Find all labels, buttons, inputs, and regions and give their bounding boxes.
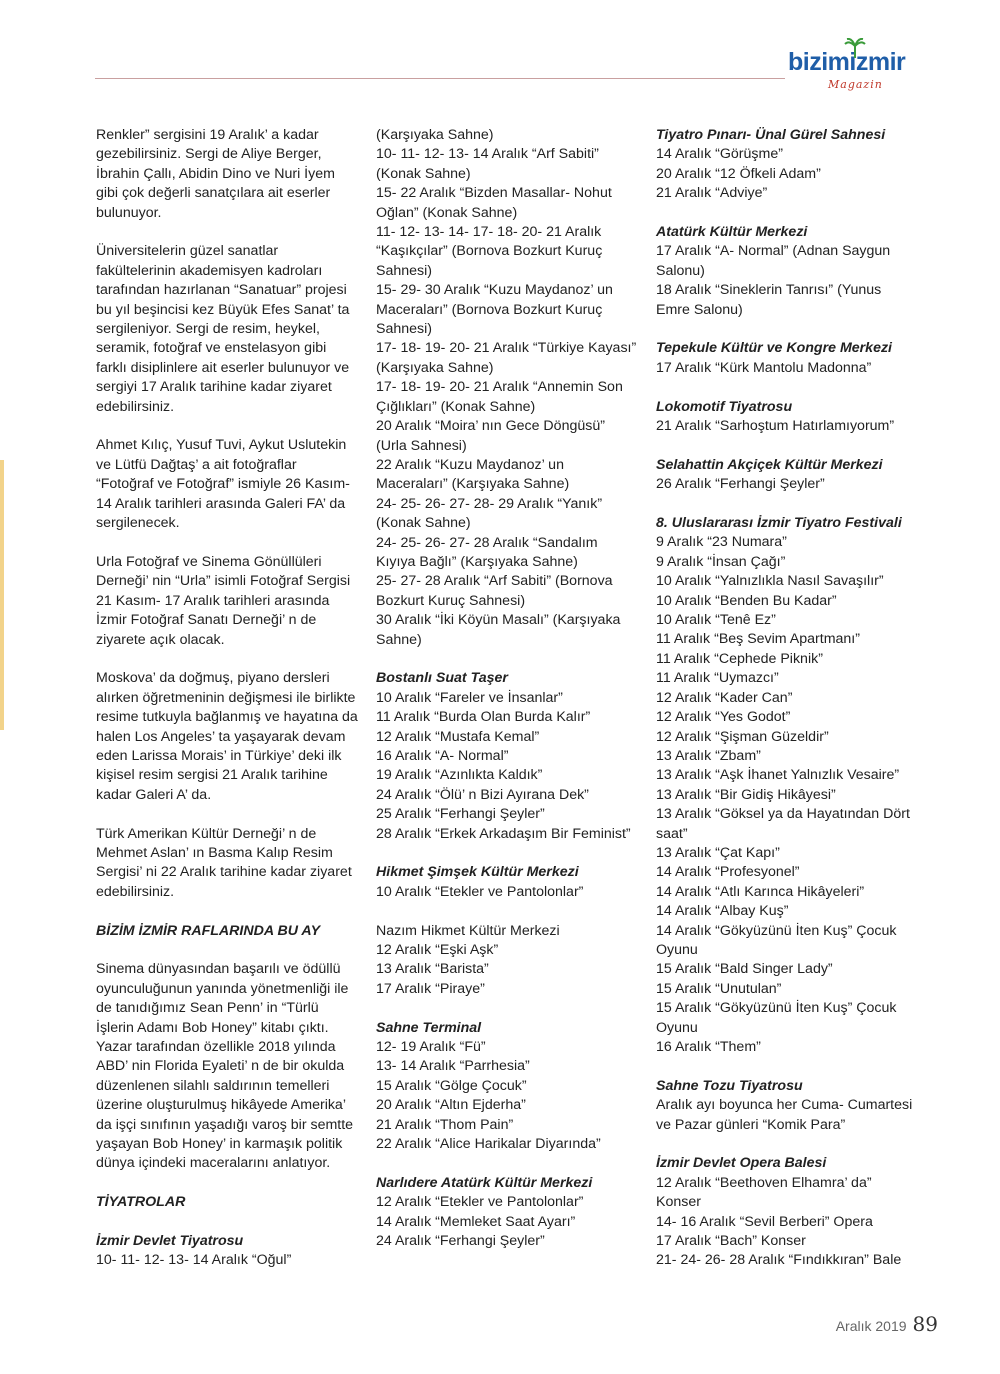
text-line: 12 Aralık “Beethoven Elhamra’ da” Konser [656,1174,872,1211]
brand-logo [788,40,928,96]
text-line: Renkler” sergisini 19 Aralık’ a kadar gezebilirsiniz. Sergi de Aliye Berger, İbrahin Çallı, Abidin Dino ve Nuri İyem gibi çok değerli sanatçılara ait eserler bulunuyor. [96,127,335,221]
paragraph-gap [376,902,638,921]
brand-name-part1: bizim [788,48,850,76]
paragraph-gap [656,495,918,514]
section-heading: Selahattin Akçiçek Kültür Merkezi [656,456,883,473]
text-line: 13 Aralık “Bir Gidiş Hikâyesi” [656,786,836,803]
paragraph-gap [376,999,638,1018]
header-rule [95,78,785,79]
text-line: 11- 12- 13- 14- 17- 18- 20- 21 Aralık “Kaşıkçılar” (Bornova Bozkurt Kuruç Sahnesi) [376,224,603,279]
text-line: 14 Aralık “Albay Kuş” [656,903,789,920]
page-number: 89 [912,1312,938,1336]
text-line: 15 Aralık “Unutulan” [656,980,782,997]
paragraph-gap [376,650,638,669]
text-line: 12 Aralık “Şişman Güzeldir” [656,728,829,745]
text-line: 15- 22 Aralık “Bizden Masallar- Nohut Oğlan” (Konak Sahne) [376,185,612,221]
text-line: 14- 16 Aralık “Sevil Berberi” Opera [656,1213,873,1230]
text-line: 16 Aralık “Them” [656,1039,761,1056]
paragraph-gap [96,1174,358,1193]
text-line: 10 Aralık “Etekler ve Pantolonlar” [376,883,584,900]
column-3 [656,126,918,1271]
text-line: 13 Aralık “Aşk İhanet Yalnızlık Vesaire” [656,767,900,784]
text-line: 25- 27- 28 Aralık “Arf Sabiti” (Bornova Bozkurt Kuruç Sahnesi) [376,573,613,609]
text-line: 10 Aralık “Benden Bu Kadar” [656,592,837,609]
text-line: 14 Aralık “Atlı Karınca Hikâyeleri” [656,883,865,900]
paragraph-gap [656,320,918,339]
column-2 [376,126,638,1251]
issue-label: Aralık 2019 [835,1318,907,1334]
section-heading: Tiyatro Pınarı- Ünal Gürel Sahnesi [656,127,886,143]
text-line: Ahmet Kılıç, Yusuf Tuvi, Aykut Uslutekin ve Lütfü Dağtaş’ a ait fotoğraflar “Fotoğraf ve Fotoğraf” ismiyle 26 Kasım- 14 Aralık tarihleri arasında Galeri FA’ da sergilenecek. [96,437,350,532]
text-line: 12- 19 Aralık “Fü” [376,1039,486,1056]
text-line: 18 Aralık “Sineklerin Tanrısı” (Yunus Emre Salonu) [656,282,882,318]
section-heading: TİYATROLAR [96,1194,186,1211]
text-line: 12 Aralık “Yes Godot” [656,709,791,726]
text-line: 22 Aralık “Kuzu Maydanoz’ un Maceraları” (Karşıyaka Sahne) [376,456,570,493]
text-line: 9 Aralık “23 Numara” [656,534,787,551]
text-line: 22 Aralık “Alice Harikalar Diyarında” [376,1136,601,1153]
text-line: 17 Aralık “Piraye” [376,980,485,997]
text-line: 19 Aralık “Azınlıkta Kaldık” [376,767,543,784]
text-line: 14 Aralık “Memleket Saat Ayarı” [376,1213,576,1230]
text-line: 13- 14 Aralık “Parrhesia” [376,1058,530,1075]
text-line: 21 Aralık “Sarhoştum Hatırlamıyorum” [656,418,895,435]
text-line: 21 Aralık “Adviye” [656,185,768,202]
text-line: 12 Aralık “Mustafa Kemal” [376,728,540,745]
text-line: 12 Aralık “Kader Can” [656,689,793,706]
text-line: 10 Aralık “Yalnızlıkla Nasıl Savaşılır” [656,573,884,590]
text-line: 17- 18- 19- 20- 21 Aralık “Türkiye Kayası” (Karşıyaka Sahne) [376,340,637,376]
text-line: 13 Aralık “Zbam” [656,747,761,764]
paragraph-gap [96,417,358,436]
paragraph-gap [96,223,358,242]
text-line: 21- 24- 26- 28 Aralık “Fındıkkıran” Bale [656,1252,902,1269]
paragraph-gap [656,436,918,455]
text-line: 15 Aralık “Gölge Çocuk” [376,1077,527,1094]
section-heading: Lokomotif Tiyatrosu [656,398,793,415]
text-line: Urla Fotoğraf ve Sinema Gönüllüleri Derneği’ nin “Urla” isimli Fotoğraf Sergisi 21 Kasım- 17 Aralık tarihleri arasında İzmir Fotoğraf Sanatı Derneği’ n de ziyarete açık olacak. [96,553,351,648]
paragraph-gap [96,650,358,669]
text-line: Türk Amerikan Kültür Derneği’ n de Mehmet Aslan’ ın Basma Kalıp Resim Sergisi’ ni 22 Aralık tarihine kadar ziyaret edebilirsiniz. [96,825,352,900]
section-heading: BİZİM İZMİR RAFLARINDA BU AY [96,922,321,939]
text-line: 12 Aralık “Etekler ve Pantolonlar” [376,1194,584,1211]
paragraph-gap [656,1135,918,1154]
text-line: 21 Aralık “Thom Pain” [376,1116,514,1133]
text-line: 11 Aralık “Beş Sevim Apartmanı” [656,631,860,648]
text-line: 15 Aralık “Bald Singer Lady” [656,961,833,978]
section-heading: Sahne Terminal [376,1019,482,1036]
text-line: 15- 29- 30 Aralık “Kuzu Maydanoz’ un Maceraları” (Bornova Bozkurt Kuruç Sahnesi) [376,282,613,338]
column-1 [96,126,358,1271]
text-line: (Karşıyaka Sahne) [376,127,494,143]
text-line: Moskova’ da doğmuş, piyano dersleri alırken öğretmeninin değişmesi ile birlikte resime tutkuyla bağlanmış ve hayatına da halen Los Angeles’ ta yaşayarak devam eden Larissa Morais’ in Türkiye’ deki ilk kişisel resim sergisi 21 Aralık tarihine kadar Galeri A’ da. [96,670,358,803]
section-heading: 8. Uluslararası İzmir Tiyatro Festivali [656,515,902,532]
paragraph-gap [376,1154,638,1173]
text-line: 28 Aralık “Erkek Arkadaşım Bir Feminist” [376,825,631,842]
text-line: 13 Aralık “Çat Kapı” [656,844,780,861]
text-line: 30 Aralık “İki Köyün Masalı” (Karşıyaka Sahne) [376,612,621,648]
paragraph-gap [656,378,918,397]
text-line: 24- 25- 26- 27- 28- 29 Aralık “Yanık” (Konak Sahne) [376,495,603,532]
text-line: 11 Aralık “Burda Olan Burda Kalır” [376,709,591,726]
section-heading: Sahne Tozu Tiyatrosu [656,1077,803,1094]
text-line: 17 Aralık “A- Normal” (Adnan Saygun Salonu) [656,243,891,279]
section-heading: Hikmet Şimşek Kültür Merkezi [376,864,579,881]
text-line: 20 Aralık “Altın Ejderha” [376,1097,526,1114]
text-line: Aralık ayı boyunca her Cuma- Cumartesi ve Pazar günleri “Komik Para” [656,1097,913,1133]
text-line: 16 Aralık “A- Normal” [376,747,509,764]
text-line: 24- 25- 26- 27- 28 Aralık “Sandalım Kıyıya Bağlı” (Karşıyaka Sahne) [376,534,598,570]
text-line: 17 Aralık “Kürk Mantolu Madonna” [656,359,872,376]
section-heading: Bostanlı Suat Taşer [376,670,508,687]
paragraph-gap [96,534,358,553]
text-line: 14 Aralık “Gökyüzünü İten Kuş” Çocuk Oyunu [656,922,897,958]
text-line: 13 Aralık “Barista” [376,961,489,978]
section-heading: Tepekule Kültür ve Kongre Merkezi [656,340,892,357]
section-heading: İzmir Devlet Opera Balesi [656,1155,827,1172]
text-line: 26 Aralık “Ferhangi Şeyler” [656,476,825,493]
text-line: 17 Aralık “Bach” Konser [656,1233,806,1250]
text-line: 24 Aralık “Ölü’ n Bizi Ayırana Dek” [376,786,589,803]
text-line: 20 Aralık “12 Öfkeli Adam” [656,165,821,182]
text-line: 15 Aralık “Gökyüzünü İten Kuş” Çocuk Oyunu [656,1000,897,1036]
text-line: 9 Aralık “İnsan Çağı” [656,553,786,570]
brand-name-part2: izmir [849,48,906,76]
palm-tree-icon [844,38,866,58]
text-line: 25 Aralık “Ferhangi Şeyler” [376,806,545,823]
text-line: 14 Aralık “Görüşme” [656,146,783,163]
paragraph-gap [96,1213,358,1232]
text-line: Üniversitelerin güzel sanatlar fakültelerinin akademisyen kadroları tarafından hazırlanan “Sanatuar” projesi bu yıl beşincisi kez Büyük Efes Sanat’ ta sergileniyor. Sergi de resim, heykel, seramik, fotoğraf ve enstelasyon gibi farklı disiplinlere ait eserler bulunuyor ve sergiyi 17 Aralık tarihine kadar ziyaret edebilirsiniz. [96,243,350,415]
text-line: 10 Aralık “Fareler ve İnsanlar” [376,689,563,706]
section-heading: İzmir Devlet Tiyatrosu [96,1233,244,1250]
paragraph-gap [96,805,358,824]
side-marker [0,460,4,730]
text-line: 11 Aralık “Cephede Piknik” [656,650,823,667]
text-line: 13 Aralık “Göksel ya da Hayatından Dört saat” [656,806,910,842]
text-line: 20 Aralık “Moira’ nın Gece Döngüsü” (Urla Sahnesi) [376,418,605,454]
text-line: 14 Aralık “Profesyonel” [656,864,800,881]
page-footer [836,1312,938,1336]
text-line: 11 Aralık “Uymazcı” [656,670,779,687]
text-line: Sinema dünyasından başarılı ve ödüllü oyunculuğunun yanında yönetmenliği ile de tanıdığımız Sean Penn’ in “Türlü İşlerin Adamı Bob Honey” kitabı çıktı. Yazar tarafından özellikle 2018 yılında ABD’ nin Florida Eyaleti’ n de bir okulda düzenlenen silahlı saldırının temelleri üzerine oluşturulmuş hikâyede Amerika’ da işçi sınıfının yaşadığı varoş bir semtte yaşayan Bob Honey’ in karmaşık politik dünya içindeki maceralarını anlatıyor. [96,961,354,1172]
text-line: Nazım Hikmet Kültür Merkezi [376,922,560,939]
text-line: 10- 11- 12- 13- 14 Aralık “Arf Sabiti” (Konak Sahne) [376,146,599,182]
text-line: 24 Aralık “Ferhangi Şeyler” [376,1233,545,1250]
paragraph-gap [96,941,358,960]
text-line: 17- 18- 19- 20- 21 Aralık “Annemin Son Çığlıkları” (Konak Sahne) [376,379,623,415]
paragraph-gap [656,204,918,223]
paragraph-gap [656,1057,918,1076]
text-line: 10- 11- 12- 13- 14 Aralık “Oğul” [96,1252,292,1269]
section-heading: Narlıdere Atatürk Kültür Merkezi [376,1174,593,1191]
section-heading: Atatürk Kültür Merkezi [656,224,808,241]
text-line: 12 Aralık “Eşki Aşk” [376,942,499,959]
brand-sub: Magazin [828,78,883,91]
text-line: 10 Aralık “Tenê Ez” [656,612,776,629]
paragraph-gap [96,902,358,921]
paragraph-gap [376,844,638,863]
